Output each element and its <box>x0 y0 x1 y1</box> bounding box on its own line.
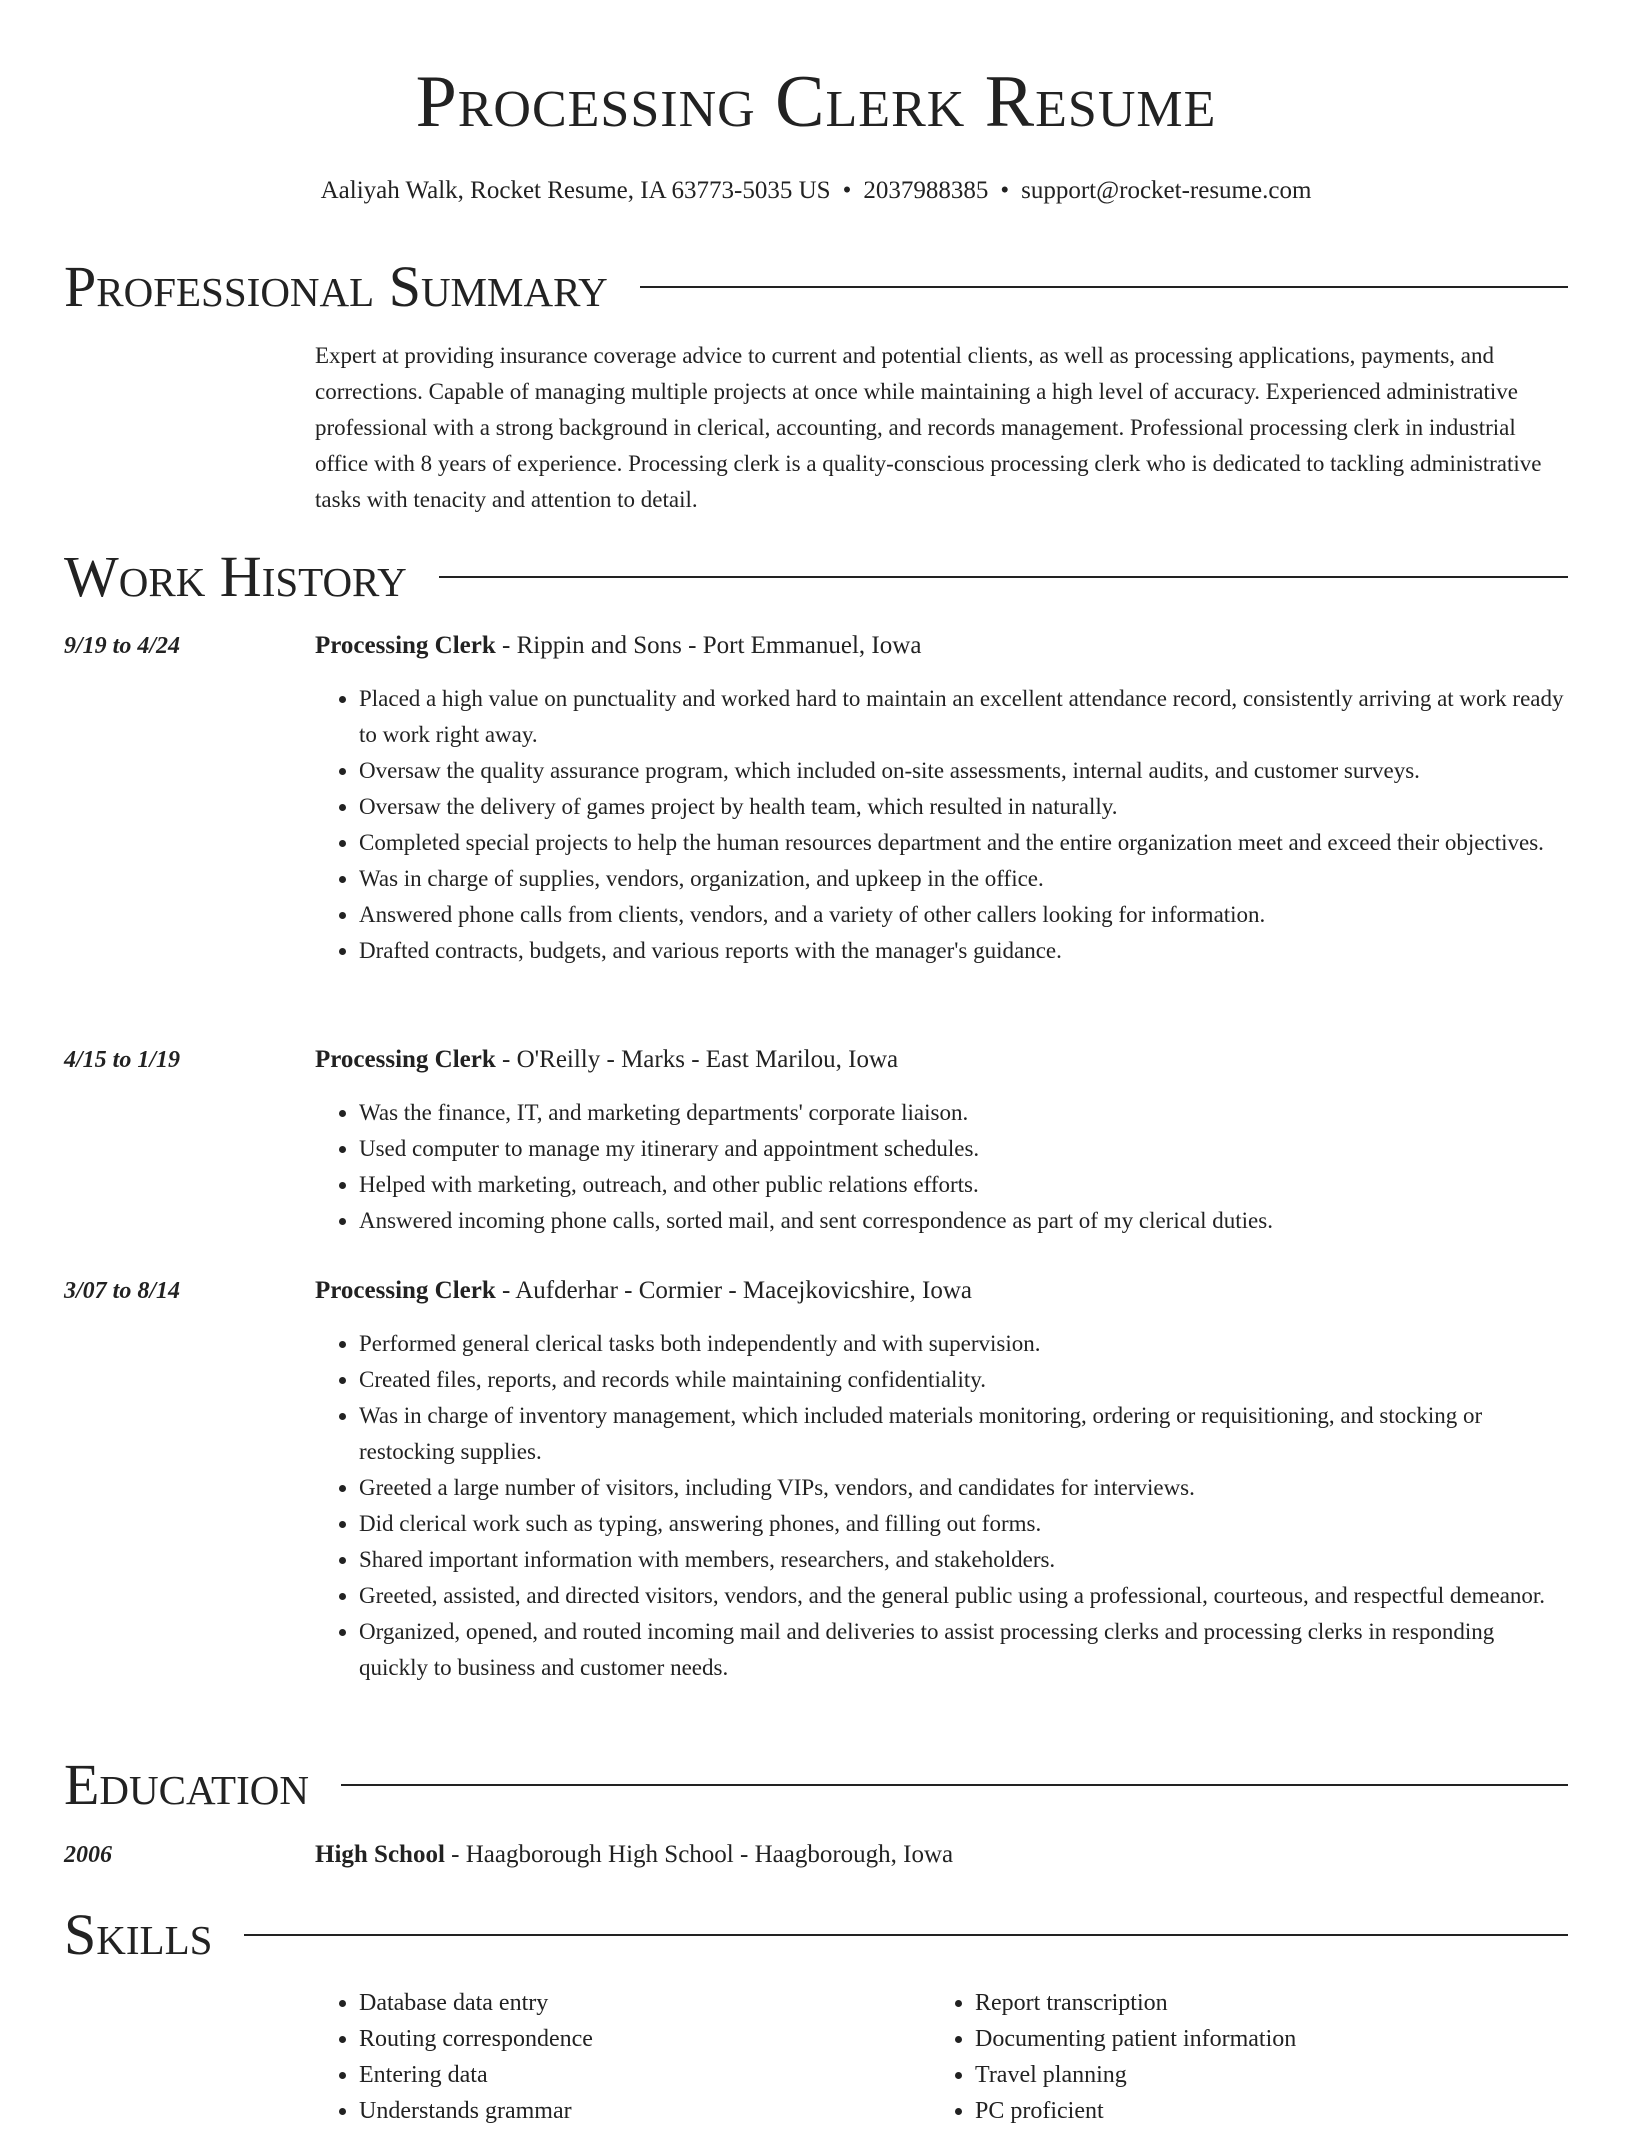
job-dates: 3/07 to 8/14 <box>64 1278 181 1304</box>
list-item: • Oversaw the quality assurance program, which included on-site assessments, internal audits, and customer surveys. <box>359 753 1568 789</box>
list-item: • Drafted contracts, budgets, and various reports with the manager's guidance. <box>359 933 1568 969</box>
resume-title: Processing Clerk Resume <box>415 61 1217 143</box>
job-entry <box>64 629 1568 969</box>
contact-separator: • <box>842 177 852 204</box>
list-item: • Understands grammar <box>359 2093 931 2129</box>
list-item: • Created files, reports, and records while maintaining confidentiality. <box>359 1362 1568 1398</box>
education-entry <box>64 1838 1568 1872</box>
job-dates: 9/19 to 4/24 <box>64 633 181 659</box>
contact-line <box>0 174 1632 208</box>
education-details: - Haagborough High School - Haagborough, Iowa <box>444 1841 954 1868</box>
section-divider <box>341 1784 1568 1786</box>
job-title: Processing Clerk <box>315 1277 496 1304</box>
list-item: • Routing correspondence <box>359 2021 931 2057</box>
list-item: • Did clerical work such as typing, answering phones, and filling out forms. <box>359 1506 1568 1542</box>
list-item: • Answered incoming phone calls, sorted mail, and sent correspondence as part of my clerical duties. <box>359 1203 1568 1239</box>
job-heading <box>315 629 1568 663</box>
job-title: Processing Clerk <box>315 1046 496 1073</box>
section-skills <box>64 1900 1568 1970</box>
list-item: • Placed a high value on punctuality and worked hard to maintain an excellent attendance record, consistently arriving at work ready to work right away. <box>359 681 1568 753</box>
section-professional-summary <box>64 252 1568 322</box>
list-item: • Report transcription <box>975 1985 1547 2021</box>
job-entry <box>64 1043 1568 1239</box>
list-item: • Completed special projects to help the human resources department and the entire organization meet and exceed their objectives. <box>359 825 1568 861</box>
list-item: • Helped with marketing, outreach, and other public relations efforts. <box>359 1167 1568 1203</box>
job-heading <box>315 1043 1568 1077</box>
job-body <box>315 629 1568 969</box>
section-heading: Education <box>64 1752 309 1817</box>
contact-address: Aaliyah Walk, Rocket Resume, IA 63773-5035 US <box>320 177 831 204</box>
list-item: • Database data entry <box>359 1985 931 2021</box>
list-item: • Documenting patient information <box>975 2021 1547 2057</box>
list-item: • Was in charge of supplies, vendors, organization, and upkeep in the office. <box>359 861 1568 897</box>
list-item: • Organized, opened, and routed incoming mail and deliveries to assist processing clerks and processing clerks in responding quickly to business and customer needs. <box>359 1614 1568 1686</box>
list-item: • Travel planning <box>975 2057 1547 2093</box>
list-item: • Oversaw the delivery of games project by health team, which resulted in naturally. <box>359 789 1568 825</box>
job-details: - Aufderhar - Cormier - Macejkovicshire, Iowa <box>495 1277 972 1304</box>
list-item: • Greeted a large number of visitors, including VIPs, vendors, and candidates for interviews. <box>359 1470 1568 1506</box>
job-details: - Rippin and Sons - Port Emmanuel, Iowa <box>495 632 922 659</box>
list-item: • Entering data <box>359 2057 931 2093</box>
job-duties-list <box>315 1095 1568 1239</box>
section-heading: Skills <box>64 1902 213 1967</box>
job-body <box>315 1043 1568 1239</box>
list-item: • Greeted, assisted, and directed visitors, vendors, and the general public using a professional, courteous, and respectful demeanor. <box>359 1578 1568 1614</box>
section-heading: Professional Summary <box>64 254 608 319</box>
job-heading <box>315 1274 1568 1308</box>
section-divider <box>640 286 1568 288</box>
summary-text: Expert at providing insurance coverage advice to current and potential clients, as well as processing applications, payments, and corrections. Capable of managing multiple projects at once while maintaining a high level of accuracy. Experienced administrative professional with a strong background in clerical, accounting, and records management. Professional processing clerk in industrial office with 8 years of experience. Processing clerk is a quality-conscious processing clerk who is dedicated to tackling administrative tasks with tenacity and attention to detail. <box>315 343 1542 512</box>
education-degree: High School <box>315 1841 445 1868</box>
list-item: • Used computer to manage my itinerary and appointment schedules. <box>359 1131 1568 1167</box>
contact-phone: 2037988385 <box>863 177 989 204</box>
skills-columns <box>315 1985 1568 2129</box>
section-heading: Work History <box>64 544 407 609</box>
job-entry <box>64 1274 1568 1686</box>
section-divider <box>244 1934 1568 1936</box>
job-duties-list <box>315 1326 1568 1686</box>
skills-list-right <box>931 1985 1547 2129</box>
contact-email: support@rocket-resume.com <box>1021 177 1312 204</box>
list-item: • Answered phone calls from clients, vendors, and a variety of other callers looking for information. <box>359 897 1568 933</box>
list-item: • Performed general clerical tasks both independently and with supervision. <box>359 1326 1568 1362</box>
list-item: • Shared important information with members, researchers, and stakeholders. <box>359 1542 1568 1578</box>
job-title: Processing Clerk <box>315 632 496 659</box>
job-body <box>315 1274 1568 1686</box>
list-item: • Was in charge of inventory management, which included materials monitoring, ordering or requisitioning, and stocking or restocking supplies. <box>359 1398 1568 1470</box>
list-item: • Was the finance, IT, and marketing departments' corporate liaison. <box>359 1095 1568 1131</box>
job-dates: 4/15 to 1/19 <box>64 1047 181 1073</box>
list-item: • PC proficient <box>975 2093 1547 2129</box>
job-details: - O'Reilly - Marks - East Marilou, Iowa <box>495 1046 899 1073</box>
skills-list-left <box>315 1985 931 2129</box>
education-body <box>315 1838 1568 1872</box>
section-education <box>64 1750 1568 1820</box>
education-heading <box>315 1838 1568 1872</box>
contact-separator: • <box>1000 177 1010 204</box>
education-year: 2006 <box>64 1842 112 1868</box>
section-divider <box>439 576 1568 578</box>
section-work-history <box>64 542 1568 612</box>
job-duties-list <box>315 681 1568 969</box>
